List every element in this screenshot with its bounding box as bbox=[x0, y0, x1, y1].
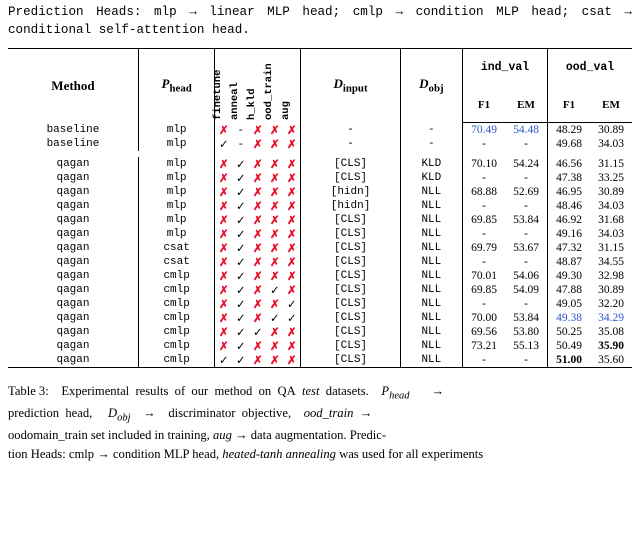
cell-flag-finetune: ✗ bbox=[215, 185, 233, 199]
cell-flag-ood-train: ✗ bbox=[270, 298, 280, 311]
cell-flag-anneal: - bbox=[238, 123, 243, 136]
cell-method: qagan bbox=[56, 241, 90, 254]
cell-ood-em: 32.20 bbox=[598, 297, 624, 310]
cell-flag-h-kld: ✗ bbox=[253, 186, 263, 199]
cell-ind-em: 53.67 bbox=[513, 241, 539, 254]
cell-method: qagan bbox=[56, 171, 90, 184]
cell-flag-h-kld: ✓ bbox=[253, 326, 263, 339]
table-row bbox=[8, 123, 632, 137]
prediction-heads-caption bbox=[8, 4, 632, 40]
cell-flag-finetune: ✗ bbox=[215, 311, 233, 325]
cell-ind-em: 53.80 bbox=[513, 325, 539, 338]
header-dinput: $D_{input}$ bbox=[301, 48, 400, 123]
cell-flag-h-kld: ✗ bbox=[253, 340, 263, 353]
cell-ood-f1: 47.88 bbox=[548, 283, 591, 297]
cell-ind-f1: 73.21 bbox=[463, 339, 506, 353]
table-caption-line3: oodomain_train set included in training, aug → data augmentation. Predic- bbox=[8, 428, 387, 443]
header-flag-ood-train: ood_train bbox=[266, 48, 283, 123]
cell-ood-em: 34.03 bbox=[598, 199, 624, 212]
cell-ind-f1: 69.85 bbox=[463, 283, 506, 297]
cell-ind-f1: 70.49 bbox=[463, 123, 506, 137]
cell-dobj: NLL bbox=[400, 269, 462, 283]
cell-dinput: [CLS] bbox=[301, 353, 400, 368]
cell-flag-aug: ✗ bbox=[287, 186, 297, 199]
cell-flag-anneal: ✓ bbox=[236, 312, 246, 325]
cell-flag-finetune: ✗ bbox=[215, 241, 233, 255]
table-row bbox=[8, 269, 632, 283]
header-ood-f1: F1 bbox=[548, 87, 591, 123]
cell-method: qagan bbox=[56, 283, 90, 296]
cell-dobj: NLL bbox=[400, 311, 462, 325]
cell-flag-aug: ✗ bbox=[287, 172, 297, 185]
cell-dobj: KLD bbox=[400, 157, 462, 171]
table-row bbox=[8, 339, 632, 353]
cell-flag-finetune: ✗ bbox=[215, 269, 233, 283]
cell-flag-finetune: ✗ bbox=[215, 325, 233, 339]
header-method: Method bbox=[8, 48, 138, 123]
cell-dinput: [CLS] bbox=[301, 213, 400, 227]
cell-flag-ood-train: ✗ bbox=[266, 353, 283, 368]
cell-flag-anneal: ✓ bbox=[236, 284, 246, 297]
table-caption-label: Table 3: bbox=[8, 383, 49, 398]
cell-dobj: - bbox=[400, 123, 462, 137]
cell-flag-finetune: ✓ bbox=[215, 353, 233, 368]
cell-flag-ood-train: ✗ bbox=[270, 138, 280, 151]
cell-flag-anneal: ✓ bbox=[236, 298, 246, 311]
table-caption-line4: tion Heads: cmlp → condition MLP head, heated-tanh annealing was used for all experiments bbox=[8, 447, 484, 462]
cell-ood-f1: 49.38 bbox=[548, 311, 591, 325]
cell-flag-anneal: ✓ bbox=[236, 214, 246, 227]
cell-flag-ood-train: ✓ bbox=[270, 284, 280, 297]
cell-flag-aug: ✗ bbox=[283, 353, 301, 368]
cell-flag-ood-train: ✗ bbox=[270, 172, 280, 185]
cell-method: baseline bbox=[46, 123, 100, 136]
cell-ood-f1: 51.00 bbox=[548, 353, 591, 368]
header-flag-finetune: finetune bbox=[215, 48, 233, 123]
cell-ind-em: 53.84 bbox=[513, 213, 539, 226]
cell-flag-ood-train: ✗ bbox=[270, 214, 280, 227]
cell-ind-em: - bbox=[505, 353, 548, 368]
cell-ood-em: 31.68 bbox=[598, 213, 624, 226]
header-ind-f1: F1 bbox=[463, 87, 506, 123]
cell-ind-em: 53.84 bbox=[513, 311, 539, 324]
cell-flag-finetune: ✓ bbox=[215, 137, 233, 151]
cell-ind-em: - bbox=[524, 255, 528, 268]
cell-dobj: NLL bbox=[400, 213, 462, 227]
cell-ood-f1: 47.32 bbox=[548, 241, 591, 255]
cell-ood-f1: 49.05 bbox=[548, 297, 591, 311]
table-row bbox=[8, 353, 632, 368]
cell-dinput: [CLS] bbox=[301, 325, 400, 339]
cell-phead: cmlp bbox=[138, 283, 214, 297]
header-dobj: $D_{obj}$ bbox=[400, 48, 462, 123]
cell-method: qagan bbox=[56, 199, 90, 212]
cell-dobj: NLL bbox=[400, 339, 462, 353]
cell-dobj: NLL bbox=[400, 325, 462, 339]
cell-method: qagan bbox=[56, 269, 90, 282]
cell-flag-finetune: ✗ bbox=[215, 283, 233, 297]
cell-ood-f1: 47.38 bbox=[548, 171, 591, 185]
cell-dinput: [CLS] bbox=[301, 227, 400, 241]
cell-dobj: NLL bbox=[400, 227, 462, 241]
cell-ind-f1: 69.56 bbox=[463, 325, 506, 339]
cell-flag-aug: ✗ bbox=[287, 326, 297, 339]
cell-phead: cmlp bbox=[138, 353, 214, 368]
table-row bbox=[8, 311, 632, 325]
cell-flag-h-kld: ✗ bbox=[253, 158, 263, 171]
cell-phead: mlp bbox=[138, 157, 214, 171]
cell-ind-em: 52.69 bbox=[513, 185, 539, 198]
header-group-ood-val-label: ood_val bbox=[565, 61, 615, 75]
cell-flag-ood-train: ✗ bbox=[270, 158, 280, 171]
cell-ood-f1: 49.68 bbox=[548, 137, 591, 151]
cell-flag-h-kld: ✗ bbox=[253, 138, 263, 151]
header-ood-em: EM bbox=[590, 87, 632, 123]
cell-method: baseline bbox=[46, 137, 100, 150]
cell-dinput: [CLS] bbox=[301, 297, 400, 311]
cell-flag-h-kld: ✗ bbox=[253, 124, 263, 137]
cell-flag-anneal: ✓ bbox=[232, 353, 249, 368]
cell-ind-em: 54.24 bbox=[513, 157, 539, 170]
cell-phead: mlp bbox=[138, 185, 214, 199]
cell-flag-h-kld: ✗ bbox=[253, 312, 263, 325]
cell-ood-f1: 49.16 bbox=[548, 227, 591, 241]
table-row bbox=[8, 171, 632, 185]
cell-phead: mlp bbox=[138, 123, 214, 137]
cell-dobj: NLL bbox=[400, 353, 462, 368]
cell-flag-anneal: ✓ bbox=[236, 242, 246, 255]
results-table bbox=[8, 48, 632, 368]
cell-flag-anneal: ✓ bbox=[236, 158, 246, 171]
cell-ood-f1: 50.25 bbox=[548, 325, 591, 339]
cell-method: qagan bbox=[56, 157, 90, 170]
cell-flag-aug: ✗ bbox=[287, 228, 297, 241]
cell-flag-h-kld: ✗ bbox=[253, 214, 263, 227]
cell-method: qagan bbox=[56, 339, 90, 352]
cell-dobj: - bbox=[400, 137, 462, 151]
cell-method: qagan bbox=[56, 227, 90, 240]
cell-flag-finetune: ✗ bbox=[215, 157, 233, 171]
cell-dinput: [CLS] bbox=[301, 283, 400, 297]
cell-ind-em: - bbox=[524, 199, 528, 212]
cell-method: qagan bbox=[56, 311, 90, 324]
cell-flag-aug: ✗ bbox=[287, 270, 297, 283]
cell-flag-aug: ✗ bbox=[287, 138, 297, 151]
table-row bbox=[8, 227, 632, 241]
cell-dobj: NLL bbox=[400, 255, 462, 269]
cell-method: qagan bbox=[56, 325, 90, 338]
cell-ind-f1: 70.01 bbox=[463, 269, 506, 283]
cell-flag-ood-train: ✓ bbox=[270, 312, 280, 325]
cell-ood-em: 31.15 bbox=[598, 157, 624, 170]
cell-ood-em: 34.55 bbox=[598, 255, 624, 268]
header-phead: $P_{head}$ bbox=[138, 48, 214, 123]
cell-dinput: [CLS] bbox=[301, 171, 400, 185]
cell-phead: cmlp bbox=[138, 325, 214, 339]
table-caption bbox=[8, 382, 632, 464]
cell-ood-f1: 48.87 bbox=[548, 255, 591, 269]
cell-ind-f1: 68.88 bbox=[463, 185, 506, 199]
cell-dinput: [CLS] bbox=[301, 157, 400, 171]
cell-ind-f1: - bbox=[463, 199, 506, 213]
cell-dobj: NLL bbox=[400, 297, 462, 311]
table-row bbox=[8, 199, 632, 213]
table-caption-line1: Experimental results of our method on QA test datasets. $P_{head}$ → bbox=[61, 383, 445, 402]
cell-flag-aug: ✗ bbox=[287, 124, 297, 137]
cell-dobj: NLL bbox=[400, 283, 462, 297]
table-row bbox=[8, 185, 632, 199]
cell-flag-finetune: ✗ bbox=[215, 339, 233, 353]
cell-ood-f1: 46.95 bbox=[548, 185, 591, 199]
cell-flag-h-kld: ✗ bbox=[249, 353, 266, 368]
cell-flag-finetune: ✗ bbox=[215, 123, 233, 137]
cell-flag-h-kld: ✗ bbox=[253, 200, 263, 213]
cell-flag-h-kld: ✗ bbox=[253, 298, 263, 311]
cell-flag-anneal: ✓ bbox=[236, 326, 246, 339]
prediction-heads-caption-text: Prediction Heads: mlp → linear MLP head; cmlp → condition MLP head; csat → conditional self-attention head. bbox=[8, 5, 632, 37]
cell-dinput: [CLS] bbox=[301, 255, 400, 269]
cell-method: qagan bbox=[56, 185, 90, 198]
table-row bbox=[8, 325, 632, 339]
cell-phead: mlp bbox=[138, 137, 214, 151]
cell-flag-h-kld: ✗ bbox=[253, 256, 263, 269]
cell-flag-anneal: ✓ bbox=[236, 186, 246, 199]
cell-ood-f1: 48.29 bbox=[548, 123, 591, 137]
cell-ood-em: 30.89 bbox=[598, 283, 624, 296]
cell-ood-em: 35.08 bbox=[598, 325, 624, 338]
cell-ind-f1: 70.10 bbox=[463, 157, 506, 171]
cell-method: qagan bbox=[56, 255, 90, 268]
cell-flag-aug: ✗ bbox=[287, 214, 297, 227]
cell-dobj: NLL bbox=[400, 241, 462, 255]
table-row bbox=[8, 137, 632, 151]
cell-ind-f1: 69.85 bbox=[463, 213, 506, 227]
cell-phead: csat bbox=[138, 241, 214, 255]
cell-ood-em: 35.90 bbox=[598, 339, 624, 352]
cell-flag-finetune: ✗ bbox=[215, 213, 233, 227]
cell-flag-h-kld: ✗ bbox=[253, 242, 263, 255]
cell-ind-f1: 70.00 bbox=[463, 311, 506, 325]
cell-flag-anneal: ✓ bbox=[236, 256, 246, 269]
cell-flag-aug: ✗ bbox=[287, 158, 297, 171]
cell-flag-anneal: ✓ bbox=[236, 270, 246, 283]
cell-flag-aug: ✓ bbox=[287, 312, 297, 325]
cell-flag-ood-train: ✗ bbox=[270, 340, 280, 353]
cell-ood-f1: 48.46 bbox=[548, 199, 591, 213]
cell-ind-f1: - bbox=[463, 297, 506, 311]
table-row bbox=[8, 297, 632, 311]
cell-ood-em: 34.03 bbox=[598, 137, 624, 150]
cell-dinput: [hidn] bbox=[301, 199, 400, 213]
cell-flag-aug: ✗ bbox=[287, 340, 297, 353]
cell-ood-em: 34.03 bbox=[598, 227, 624, 240]
cell-ood-em: 31.15 bbox=[598, 241, 624, 254]
cell-flag-aug: ✗ bbox=[287, 284, 297, 297]
cell-ood-em: 30.89 bbox=[598, 185, 624, 198]
cell-dobj: NLL bbox=[400, 185, 462, 199]
table-row bbox=[8, 213, 632, 227]
table-header bbox=[8, 48, 632, 123]
cell-flag-anneal: ✓ bbox=[236, 228, 246, 241]
table-row bbox=[8, 283, 632, 297]
cell-flag-ood-train: ✗ bbox=[270, 124, 280, 137]
cell-flag-finetune: ✗ bbox=[215, 199, 233, 213]
cell-flag-anneal: ✓ bbox=[236, 200, 246, 213]
cell-dobj: KLD bbox=[400, 171, 462, 185]
table-body bbox=[8, 123, 632, 368]
cell-ind-f1: - bbox=[463, 137, 506, 151]
table-row bbox=[8, 157, 632, 171]
cell-flag-ood-train: ✗ bbox=[270, 242, 280, 255]
cell-ind-f1: - bbox=[463, 227, 506, 241]
cell-phead: mlp bbox=[138, 227, 214, 241]
cell-flag-h-kld: ✗ bbox=[253, 228, 263, 241]
cell-ood-f1: 46.56 bbox=[548, 157, 591, 171]
cell-phead: cmlp bbox=[138, 311, 214, 325]
cell-dinput: - bbox=[301, 123, 400, 137]
cell-flag-aug: ✓ bbox=[287, 298, 297, 311]
header-group-ind-val-label: ind_val bbox=[480, 61, 530, 75]
cell-flag-aug: ✗ bbox=[287, 200, 297, 213]
header-group-ind-val bbox=[463, 48, 548, 87]
header-flag-anneal: anneal bbox=[232, 48, 249, 123]
cell-dobj: NLL bbox=[400, 199, 462, 213]
cell-flag-ood-train: ✗ bbox=[270, 256, 280, 269]
header-group-ood-val bbox=[548, 48, 633, 87]
header-flag-aug: aug bbox=[283, 48, 301, 123]
cell-ind-em: - bbox=[524, 297, 528, 310]
cell-dinput: - bbox=[301, 137, 400, 151]
cell-flag-aug: ✗ bbox=[287, 256, 297, 269]
cell-flag-finetune: ✗ bbox=[215, 255, 233, 269]
cell-method: qagan bbox=[56, 213, 90, 226]
cell-dinput: [CLS] bbox=[301, 269, 400, 283]
cell-ood-em: 34.29 bbox=[598, 311, 624, 324]
cell-ind-em: 55.13 bbox=[513, 339, 539, 352]
cell-flag-ood-train: ✗ bbox=[270, 326, 280, 339]
cell-flag-anneal: ✓ bbox=[236, 172, 246, 185]
cell-ood-em: 30.89 bbox=[598, 124, 624, 136]
cell-flag-ood-train: ✗ bbox=[270, 270, 280, 283]
cell-phead: mlp bbox=[138, 171, 214, 185]
cell-dinput: [CLS] bbox=[301, 241, 400, 255]
cell-dinput: [hidn] bbox=[301, 185, 400, 199]
cell-phead: csat bbox=[138, 255, 214, 269]
cell-phead: cmlp bbox=[138, 339, 214, 353]
cell-ind-f1: - bbox=[463, 353, 506, 368]
cell-flag-ood-train: ✗ bbox=[270, 228, 280, 241]
cell-ood-em: 33.25 bbox=[598, 171, 624, 184]
cell-phead: mlp bbox=[138, 213, 214, 227]
cell-dinput: [CLS] bbox=[301, 339, 400, 353]
header-flag-h-kld: h_kld bbox=[249, 48, 266, 123]
cell-method: qagan bbox=[8, 353, 138, 368]
cell-ood-f1: 49.30 bbox=[548, 269, 591, 283]
cell-method: qagan bbox=[56, 297, 90, 310]
cell-ood-em: 32.98 bbox=[598, 269, 624, 282]
cell-ind-f1: 69.79 bbox=[463, 241, 506, 255]
cell-phead: cmlp bbox=[138, 297, 214, 311]
table-row bbox=[8, 255, 632, 269]
cell-flag-finetune: ✗ bbox=[215, 171, 233, 185]
cell-ind-em: - bbox=[524, 171, 528, 184]
cell-flag-aug: ✗ bbox=[287, 242, 297, 255]
cell-ind-f1: - bbox=[463, 171, 506, 185]
cell-flag-finetune: ✗ bbox=[215, 227, 233, 241]
cell-flag-anneal: ✓ bbox=[236, 340, 246, 353]
table-row bbox=[8, 241, 632, 255]
cell-ind-em: 54.48 bbox=[513, 124, 539, 136]
cell-flag-ood-train: ✗ bbox=[270, 186, 280, 199]
cell-ind-em: 54.06 bbox=[513, 269, 539, 282]
cell-flag-h-kld: ✗ bbox=[253, 270, 263, 283]
header-ind-em: EM bbox=[505, 87, 548, 123]
cell-ind-f1: - bbox=[463, 255, 506, 269]
cell-dinput: [CLS] bbox=[301, 311, 400, 325]
cell-ind-em: - bbox=[524, 137, 528, 150]
cell-flag-ood-train: ✗ bbox=[270, 200, 280, 213]
cell-ind-em: - bbox=[524, 227, 528, 240]
cell-flag-anneal: - bbox=[238, 137, 243, 150]
cell-phead: mlp bbox=[138, 199, 214, 213]
table-caption-line2: prediction head, $D_{obj}$ → discriminator objective, ood_train → bbox=[8, 406, 373, 424]
cell-flag-finetune: ✗ bbox=[215, 297, 233, 311]
cell-ood-f1: 46.92 bbox=[548, 213, 591, 227]
cell-flag-h-kld: ✗ bbox=[253, 284, 263, 297]
cell-ind-em: 54.09 bbox=[513, 283, 539, 296]
cell-ood-em: 35.60 bbox=[590, 353, 632, 368]
header-row-groups bbox=[8, 48, 632, 87]
cell-ood-f1: 50.49 bbox=[548, 339, 591, 353]
cell-phead: cmlp bbox=[138, 269, 214, 283]
cell-flag-h-kld: ✗ bbox=[253, 172, 263, 185]
